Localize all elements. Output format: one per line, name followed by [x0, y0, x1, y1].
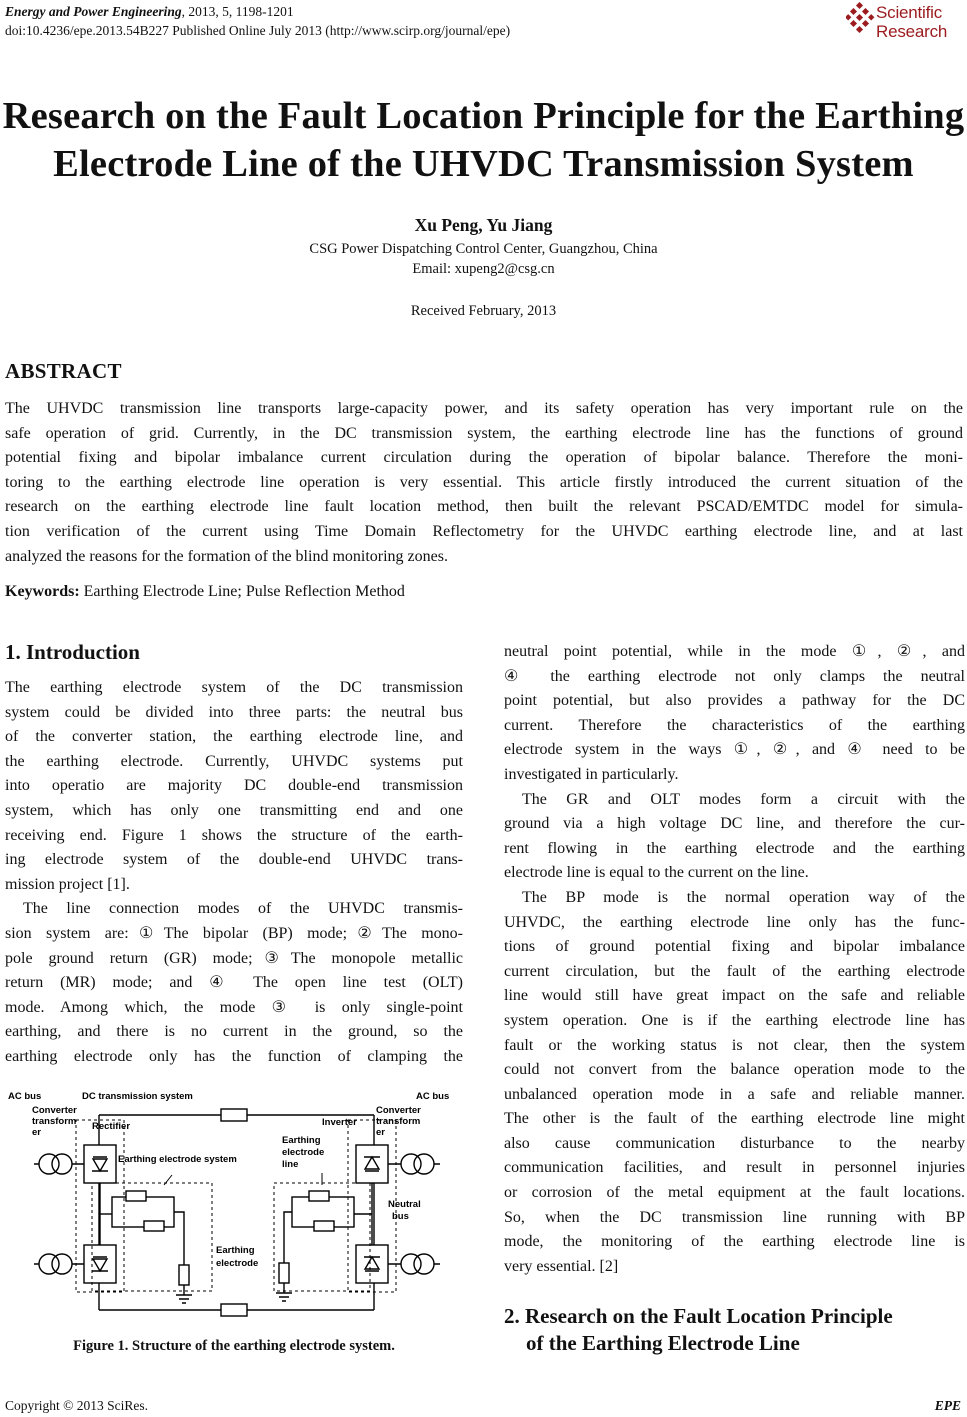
abstract-line: tion verification of the current using Time Domain Reflectometry for the UHVDC earthing electrode line, and at last: [5, 522, 963, 540]
fig-label: Inverter: [322, 1117, 357, 1128]
fig-label: AC bus: [416, 1091, 450, 1102]
abstract-line: analyzed the reasons for the formation of the blind monitoring zones.: [5, 547, 448, 565]
figure-1-circuit-diagram: [4, 1085, 464, 1330]
body-line: communication facilities, and result in personnel injuries: [504, 1159, 965, 1177]
body-line: return (MR) mode; and ④ The open line test (OLT): [5, 974, 463, 992]
body-line: The line connection modes of the UHVDC transmis-: [23, 900, 463, 918]
affiliation: CSG Power Dispatching Control Center, Guangzhou, China: [309, 241, 658, 257]
fig-label: transform: [32, 1116, 77, 1127]
fig-label: DC transmission system: [82, 1091, 193, 1102]
inverter-converter-lower: [356, 1245, 388, 1283]
abstract-line: safe operation of grid. Currently, in the DC transmission system, the earthing electrode line has the functions of ground: [5, 424, 963, 442]
fig-label: Rectifier: [92, 1121, 131, 1132]
body-line: earthing, and there is no current in the ground, so the: [5, 1023, 463, 1041]
body-line: earthing electrode only has the function of clamping the: [5, 1047, 463, 1065]
keywords: [5, 583, 405, 601]
body-line: system could be divided into three parts: the neutral bus: [5, 703, 463, 721]
section-2-heading: [504, 1303, 893, 1357]
body-line: fault or the working status is not clear, then the system: [504, 1036, 965, 1054]
body-line: neutral point potential, while in the mode ①, ②, and: [504, 643, 966, 660]
fig-label: er: [376, 1127, 385, 1138]
authors: Xu Peng, Yu Jiang: [414, 215, 553, 235]
body-line: mission project [1].: [5, 875, 130, 893]
fig-label: Earthing electrode system: [118, 1154, 237, 1165]
section-2-line-2: of the Earthing Electrode Line: [526, 1331, 800, 1355]
body-line: ④ the earthing electrode not only clamps the neutral: [504, 667, 965, 685]
right-column-text: [504, 640, 965, 1279]
abstract-heading: ABSTRACT: [5, 359, 122, 383]
body-line: electrode line is equal to the current on the line.: [504, 864, 809, 882]
abstract-body: [5, 397, 963, 569]
body-line: could not convert from the balance operation mode to the: [504, 1061, 965, 1079]
rectifier-converter-lower: [84, 1245, 116, 1283]
body-line: or corrosion of the metal equipment at the fault locations.: [504, 1184, 965, 1202]
fig-label: transform: [376, 1116, 421, 1127]
body-line: electrode system in the ways ①, ②, and ④ need to be: [504, 741, 965, 759]
keywords-text: Earthing Electrode Line; Pulse Reflection Method: [79, 583, 405, 600]
fig-label: AC bus: [8, 1091, 42, 1102]
logo-word-1: Scientific: [876, 3, 943, 22]
body-line: The BP mode is the normal operation way of the: [522, 888, 965, 906]
title-line-2: Electrode Line of the UHVDC Transmission System: [53, 143, 914, 185]
received-date: Received February, 2013: [410, 303, 557, 319]
journal-name: Energy and Power Engineering: [5, 4, 182, 19]
body-line: tions of ground potential fixing and bipolar imbalance: [504, 938, 965, 956]
journal-abbrev-footer: EPE: [934, 1398, 961, 1413]
body-line: ing electrode system of the double-end UHVDC trans-: [5, 851, 463, 869]
section-2-line-1: 2. Research on the Fault Location Principle: [504, 1304, 893, 1328]
body-line: of the converter station, the earthing electrode line, and: [5, 728, 463, 746]
line-impedance-top: [221, 1109, 247, 1121]
body-line: mode, the monitoring of the earthing electrode line is: [504, 1233, 965, 1251]
abstract-line: potential fixing and bipolar imbalance current circulation during the operation of bipolar balance. Therefore the moni-: [5, 449, 963, 467]
section-1-heading: 1. Introduction: [5, 640, 140, 664]
left-column-text: [5, 676, 463, 1070]
body-line: into operatio are majority DC double-end transmission: [5, 777, 463, 795]
body-line: The earthing electrode system of the DC transmission: [5, 679, 463, 696]
body-line: point potential, but also provides a pathway for the DC: [504, 692, 965, 710]
fig-label: line: [282, 1159, 299, 1170]
body-line: system operation. One is if the earthing electrode line has: [504, 1011, 965, 1029]
fig-label: Neutral: [388, 1199, 421, 1210]
body-line: So, when the DC transmission line running with BP: [504, 1208, 965, 1226]
journal-header: [5, 3, 294, 20]
fig-label: bus: [392, 1211, 409, 1222]
journal-volume: , 2013, 5, 1198-1201: [181, 4, 294, 19]
copyright-footer: Copyright © 2013 SciRes.: [5, 1398, 149, 1413]
fig-label: er: [32, 1127, 41, 1138]
body-line: UHVDC, the earthing electrode line only has the func-: [504, 913, 965, 931]
body-line: unbalanced operation mode in a safe and reliable manner.: [504, 1085, 965, 1103]
body-line: rent flowing in the earthing electrode and the earthing: [504, 839, 965, 857]
keywords-label: Keywords:: [5, 583, 80, 600]
fig-label: Earthing: [282, 1135, 321, 1146]
line-impedance-bottom: [221, 1304, 247, 1316]
author-email: Email: xupeng2@csg.cn: [412, 261, 555, 277]
body-line: pole ground return (GR) mode;③The monopole metallic: [5, 949, 463, 967]
body-line: also cause communication disturbance to the nearby: [504, 1134, 965, 1152]
rectifier-converter-upper: [84, 1145, 116, 1183]
abstract-line: research on the earthing electrode line fault location method, then built the relevant PSCAD/EMTDC model for simula-: [5, 498, 963, 516]
figure-1-caption: Figure 1. Structure of the earthing electrode system.: [73, 1338, 395, 1354]
logo-mark-icon: [846, 2, 876, 38]
body-line: current. Therefore the characteristics of the earthing: [504, 716, 965, 734]
abstract-line: toring to the earthing electrode line operation is very essential. This article firstly introduced the current situation of the: [5, 473, 963, 491]
fig-label: Converter: [376, 1105, 421, 1116]
body-line: current circulation, but the fault of the earthing electrode: [504, 962, 965, 980]
fig-label: electrode: [216, 1258, 259, 1269]
body-line: line would still have great impact on the safe and reliable: [504, 987, 965, 1005]
body-line: very essential. [2]: [504, 1257, 619, 1275]
doi-line: doi:10.4236/epe.2013.54B227 Published Online July 2013 (http://www.scirp.org/journal/epe): [5, 23, 511, 38]
fig-label: electrode: [282, 1147, 325, 1158]
body-line: The GR and OLT modes form a circuit with the: [522, 790, 965, 808]
body-line: mode. Among which, the mode ③ is only single-point: [5, 998, 463, 1016]
body-line: The other is the fault of the earthing electrode line might: [504, 1110, 965, 1128]
body-line: the earthing electrode. Currently, UHVDC systems put: [5, 752, 463, 770]
paper-title: [0, 92, 967, 188]
body-line: system, which has only one transmitting end and one: [5, 801, 463, 819]
inverter-converter-upper: [356, 1145, 388, 1183]
fig-label: Converter: [32, 1105, 77, 1116]
fig-label: Earthing: [216, 1245, 255, 1256]
logo-word-2: Research: [876, 22, 948, 41]
abstract-line: The UHVDC transmission line transports large-capacity power, and its safety operation has very important rule on the: [5, 400, 963, 417]
title-line-1: Research on the Fault Location Principle for the Earthing: [2, 95, 965, 137]
body-line: sion system are:①The bipolar (BP) mode;②The mono-: [5, 924, 463, 942]
body-line: investigated in particularly.: [504, 765, 679, 783]
logo-text: [876, 3, 947, 41]
scientific-research-logo: [846, 2, 961, 42]
body-line: ground via a high voltage DC line, and therefore the cur-: [504, 815, 965, 833]
body-line: receiving end. Figure 1 shows the structure of the earth-: [5, 826, 463, 844]
